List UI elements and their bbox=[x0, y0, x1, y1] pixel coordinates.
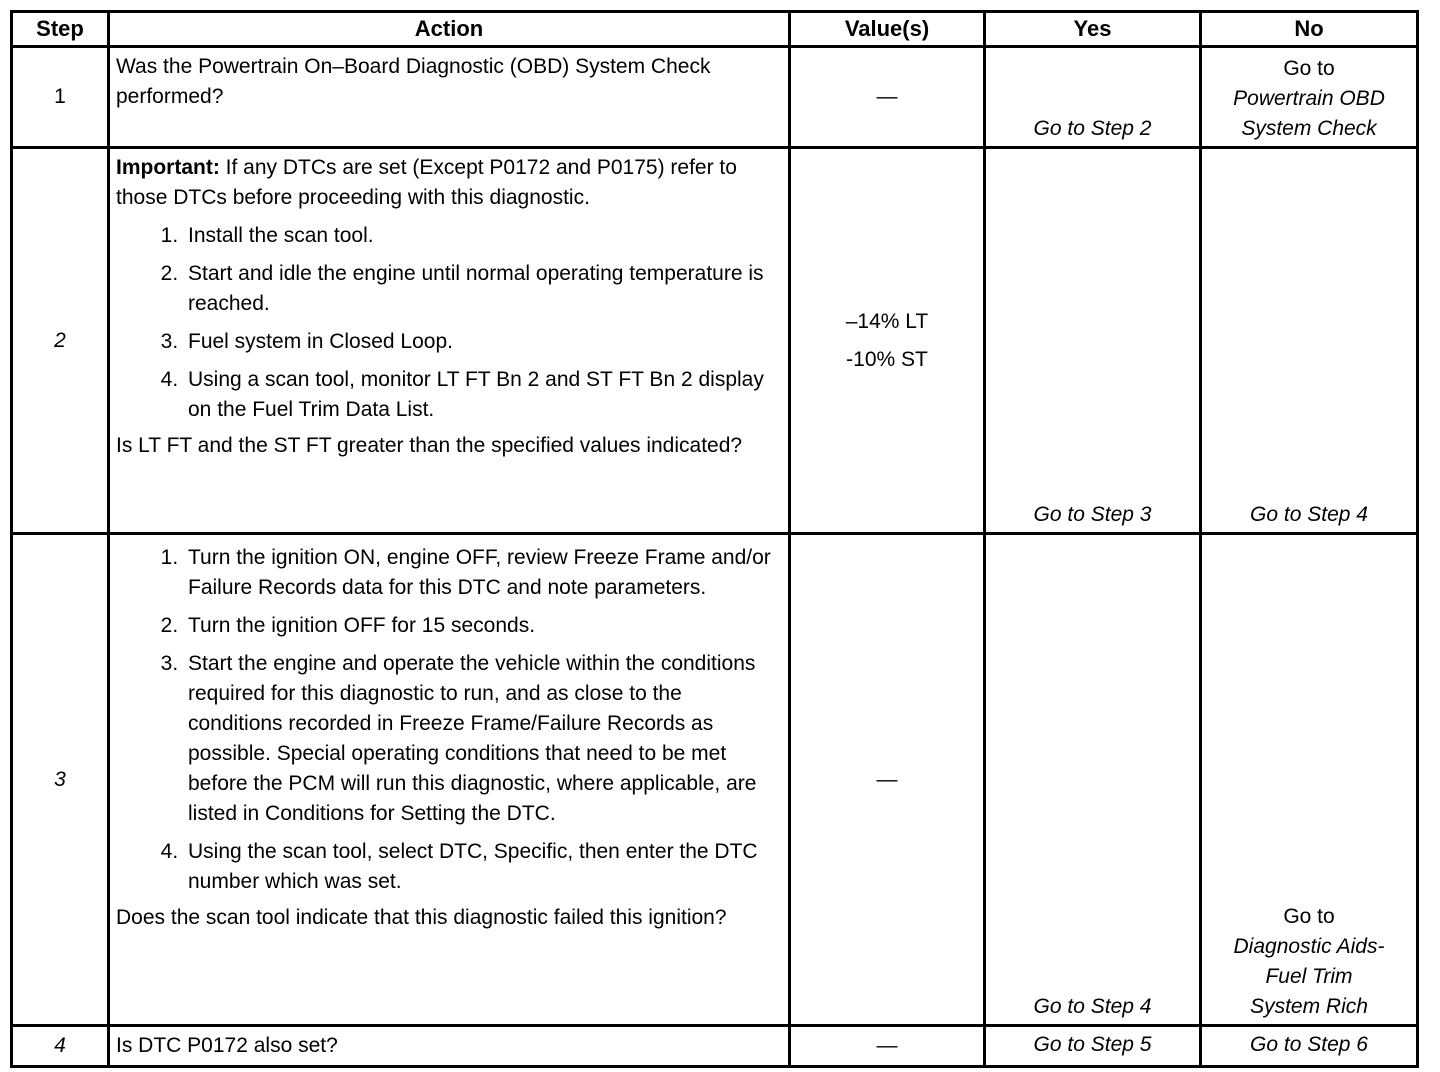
no-prefix: Go to bbox=[1283, 905, 1335, 928]
no-cell bbox=[1201, 148, 1418, 534]
step-number: 3 bbox=[12, 534, 109, 1026]
action-cell bbox=[109, 47, 790, 148]
list-item: 1. Turn the ignition ON, engine OFF, review Freeze Frame and/or Failure Records data for this DTC and note parameters. bbox=[184, 543, 780, 603]
yes-cell bbox=[985, 1026, 1201, 1067]
action-question: Is LT FT and the ST FT greater than the specified values indicated? bbox=[116, 434, 743, 457]
step-list bbox=[116, 543, 780, 897]
table-row bbox=[12, 148, 1418, 534]
yes-link[interactable]: Go to Step 2 bbox=[1033, 117, 1152, 140]
table-row bbox=[12, 1026, 1418, 1067]
action-question: Was the Powertrain On–Board Diagnostic (OBD) System Check performed? bbox=[116, 55, 711, 108]
yes-cell bbox=[985, 534, 1201, 1026]
header-no: No bbox=[1201, 12, 1418, 47]
no-link-line[interactable]: System Rich bbox=[1250, 995, 1368, 1018]
important-note bbox=[116, 153, 780, 213]
values-cell bbox=[790, 148, 985, 534]
action-question: Is DTC P0172 also set? bbox=[116, 1034, 338, 1057]
action-cell bbox=[109, 1026, 790, 1067]
no-cell bbox=[1201, 47, 1418, 148]
no-link-line[interactable]: Powertrain OBD bbox=[1233, 87, 1385, 110]
step-number: 1 bbox=[12, 47, 109, 148]
list-item: 3. Start the engine and operate the vehicle within the conditions required for this diagnostic to run, and as close to the conditions recorded in Freeze Frame/Failure Records as possible. Special operating conditions that need to be met before the PCM will run this diagnostic, where applicable, are listed in Conditions for Setting the DTC. bbox=[184, 649, 780, 829]
value-text: — bbox=[876, 1034, 898, 1057]
values-cell bbox=[790, 47, 985, 148]
action-cell bbox=[109, 148, 790, 534]
no-link-line[interactable]: Fuel Trim bbox=[1265, 965, 1353, 988]
list-item: 1. Install the scan tool. bbox=[184, 221, 780, 251]
no-cell bbox=[1201, 1026, 1418, 1067]
diagnostic-table bbox=[10, 10, 1419, 1068]
table-row bbox=[12, 47, 1418, 148]
header-row bbox=[12, 12, 1418, 47]
header-action: Action bbox=[109, 12, 790, 47]
values-cell bbox=[790, 1026, 985, 1067]
no-link[interactable]: Go to Step 4 bbox=[1250, 503, 1368, 526]
header-values: Value(s) bbox=[790, 12, 985, 47]
no-link-line[interactable]: System Check bbox=[1241, 117, 1377, 140]
important-text: If any DTCs are set (Except P0172 and P0175) refer to those DTCs before proceeding with this diagnostic. bbox=[116, 156, 737, 209]
list-item: 2. Start and idle the engine until normal operating temperature is reached. bbox=[184, 259, 780, 319]
list-item: 3. Fuel system in Closed Loop. bbox=[184, 327, 780, 357]
action-cell bbox=[109, 534, 790, 1026]
values-cell bbox=[790, 534, 985, 1026]
value-text: -10% ST bbox=[846, 347, 928, 371]
yes-link[interactable]: Go to Step 3 bbox=[1033, 503, 1152, 526]
step-list bbox=[116, 221, 780, 425]
yes-cell bbox=[985, 148, 1201, 534]
step-number: 4 bbox=[12, 1026, 109, 1067]
value-text: — bbox=[876, 767, 898, 791]
list-item: 4. Using a scan tool, monitor LT FT Bn 2 and ST FT Bn 2 display on the Fuel Trim Data List. bbox=[184, 365, 780, 425]
action-question: Does the scan tool indicate that this diagnostic failed this ignition? bbox=[116, 906, 727, 929]
list-item: 2. Turn the ignition OFF for 15 seconds. bbox=[184, 611, 780, 641]
no-link[interactable]: Go to Step 6 bbox=[1250, 1033, 1368, 1056]
no-prefix: Go to bbox=[1283, 57, 1335, 80]
important-label: Important: bbox=[116, 156, 220, 179]
step-number: 2 bbox=[12, 148, 109, 534]
table-row bbox=[12, 534, 1418, 1026]
yes-cell bbox=[985, 47, 1201, 148]
yes-link[interactable]: Go to Step 4 bbox=[1033, 995, 1152, 1018]
value-text: — bbox=[876, 85, 898, 108]
list-item: 4. Using the scan tool, select DTC, Specific, then enter the DTC number which was set. bbox=[184, 837, 780, 897]
header-yes: Yes bbox=[985, 12, 1201, 47]
no-link-line[interactable]: Diagnostic Aids- bbox=[1233, 935, 1385, 958]
value-text: –14% LT bbox=[845, 309, 929, 333]
header-step: Step bbox=[12, 12, 109, 47]
yes-link[interactable]: Go to Step 5 bbox=[1033, 1033, 1152, 1056]
no-cell bbox=[1201, 534, 1418, 1026]
